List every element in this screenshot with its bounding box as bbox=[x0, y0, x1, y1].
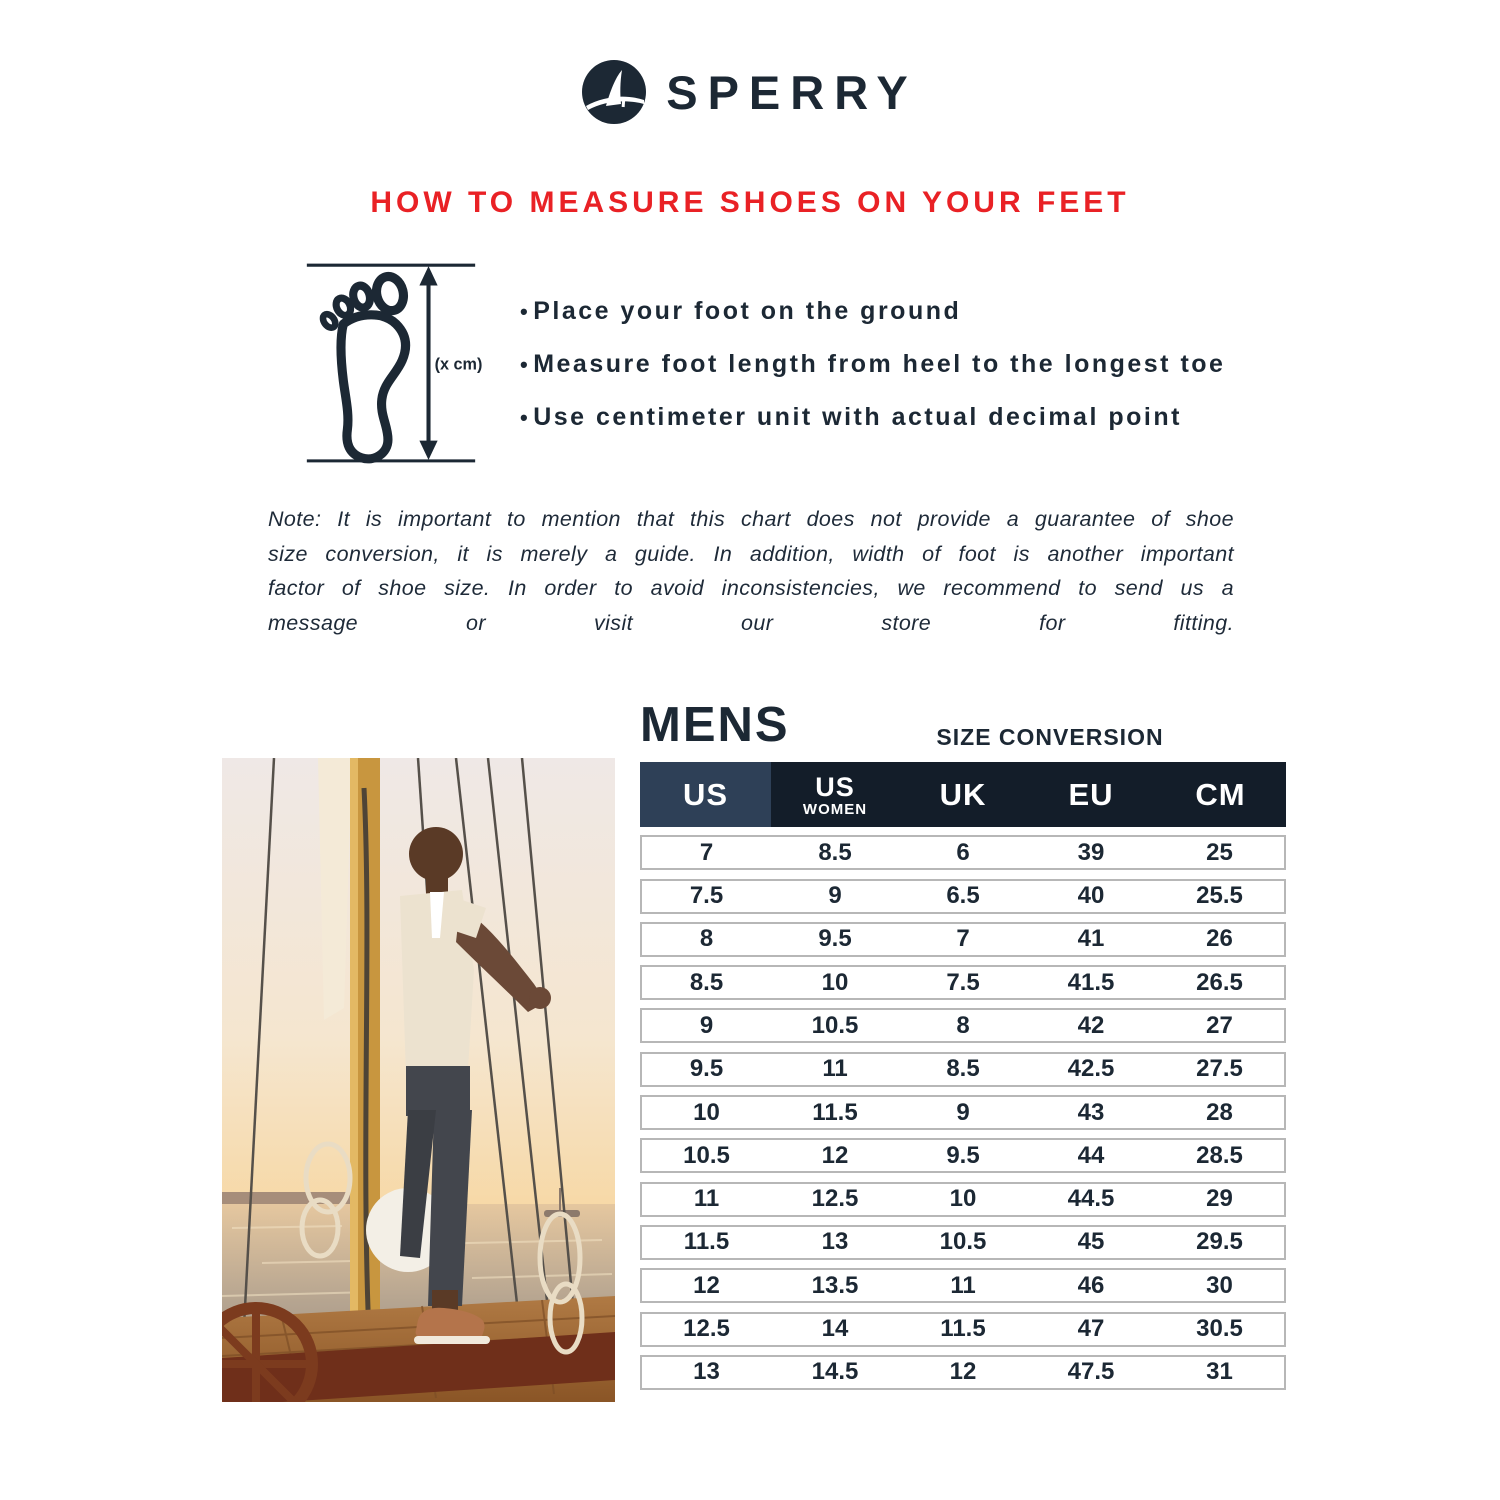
cell-us: 7 bbox=[699, 838, 714, 866]
chart-head bbox=[640, 697, 1285, 761]
section-title-mens: MENS bbox=[640, 698, 790, 752]
cell-cm: 29.5 bbox=[1196, 1228, 1243, 1256]
cell-us-women: 13.5 bbox=[811, 1271, 859, 1299]
brand-wordmark: SPERRY bbox=[666, 65, 918, 119]
cell-us: 8.5 bbox=[689, 968, 724, 996]
cell-cm: 30.5 bbox=[1196, 1315, 1243, 1343]
cell-us-women: 12 bbox=[821, 1141, 849, 1169]
footprint-icon bbox=[320, 274, 406, 459]
cell-us: 9 bbox=[699, 1011, 714, 1039]
sailboat-photo bbox=[222, 758, 615, 1402]
cell-us-women: 10.5 bbox=[811, 1011, 859, 1039]
cell-cm: 31 bbox=[1206, 1358, 1233, 1386]
cell-us-women: 8.5 bbox=[818, 838, 852, 866]
cell-us: 12 bbox=[693, 1271, 720, 1299]
cell-uk: 8.5 bbox=[946, 1055, 980, 1083]
cell-eu: 40 bbox=[1077, 882, 1105, 910]
cell-uk: 12 bbox=[949, 1358, 977, 1386]
column-header-uk: UK bbox=[939, 776, 987, 812]
cell-cm: 30 bbox=[1206, 1271, 1233, 1299]
table-row bbox=[640, 922, 1286, 957]
cell-uk: 10 bbox=[949, 1185, 977, 1213]
table-row bbox=[640, 1095, 1286, 1130]
cell-us: 12.5 bbox=[683, 1315, 730, 1343]
cell-us: 11 bbox=[693, 1185, 720, 1213]
table-row bbox=[640, 1052, 1286, 1087]
cell-us-women: 12.5 bbox=[811, 1185, 859, 1213]
cell-eu: 41 bbox=[1077, 925, 1105, 953]
column-header-us: US bbox=[640, 762, 771, 827]
cell-eu: 46 bbox=[1077, 1271, 1105, 1299]
cell-us-women: 10 bbox=[821, 968, 849, 996]
size-conversion-table bbox=[640, 762, 1286, 1390]
table-row bbox=[640, 1138, 1286, 1173]
cell-uk: 8 bbox=[956, 1011, 970, 1039]
sperry-sailboat-logo-icon bbox=[582, 60, 646, 124]
column-header-us-women: US WOMEN bbox=[802, 771, 868, 818]
cell-us: 13 bbox=[693, 1358, 720, 1386]
cell-cm: 27.5 bbox=[1196, 1055, 1243, 1083]
cell-eu: 42 bbox=[1077, 1011, 1105, 1039]
table-body bbox=[640, 835, 1286, 1390]
size-conversion-subtitle: SIZE CONVERSION bbox=[936, 724, 1164, 750]
cell-us-women: 14.5 bbox=[811, 1358, 859, 1386]
page-title: HOW TO MEASURE SHOES ON YOUR FEET bbox=[370, 186, 1130, 219]
cell-us: 7.5 bbox=[689, 882, 724, 910]
cell-uk: 11.5 bbox=[940, 1315, 986, 1343]
cell-us: 11.5 bbox=[683, 1228, 730, 1256]
cell-us-women: 14 bbox=[821, 1315, 849, 1343]
table-row bbox=[640, 1355, 1286, 1390]
table-header-row bbox=[640, 762, 1286, 827]
cell-us-women: 9.5 bbox=[818, 925, 852, 953]
cell-eu: 44.5 bbox=[1067, 1185, 1115, 1213]
cell-cm: 28.5 bbox=[1196, 1141, 1243, 1169]
cell-us: 10 bbox=[693, 1098, 720, 1126]
column-header-eu: EU bbox=[1068, 776, 1114, 812]
cell-uk: 11 bbox=[950, 1271, 976, 1299]
cell-cm: 29 bbox=[1206, 1185, 1233, 1213]
x-cm-label: (x cm) bbox=[434, 355, 482, 374]
cell-eu: 43 bbox=[1077, 1098, 1105, 1126]
instruction-item: • Measure foot length from heel to the longest toe bbox=[520, 350, 1225, 379]
brand-header bbox=[0, 58, 1500, 126]
cell-us: 9.5 bbox=[689, 1055, 724, 1083]
instruction-item: • Place your foot on the ground bbox=[520, 297, 1225, 326]
cell-us-women: 9 bbox=[828, 882, 842, 910]
cell-us-women: 11.5 bbox=[812, 1098, 858, 1126]
cell-cm: 25.5 bbox=[1196, 882, 1243, 910]
cell-cm: 26 bbox=[1206, 925, 1233, 953]
cell-eu: 47.5 bbox=[1067, 1358, 1115, 1386]
table-row bbox=[640, 1312, 1286, 1347]
cell-uk: 7 bbox=[956, 925, 970, 953]
cell-eu: 45 bbox=[1077, 1228, 1105, 1256]
note-text: Note: It is important to mention that this chart does not provide a guarantee of shoe size conversion, it is merely a guide. In addition, width of foot is another important factor of shoe size. In order to avoid inconsistencies, we recommend to send us a message or visit our store for fitting. bbox=[268, 507, 1234, 635]
cell-uk: 9.5 bbox=[946, 1141, 980, 1169]
instruction-item: • Use centimeter unit with actual decimal point bbox=[520, 403, 1225, 432]
cell-uk: 6.5 bbox=[946, 882, 980, 910]
measure-instructions bbox=[520, 297, 1225, 456]
cell-cm: 27 bbox=[1206, 1011, 1233, 1039]
cell-cm: 28 bbox=[1206, 1098, 1233, 1126]
table-row bbox=[640, 1268, 1286, 1303]
table-row bbox=[640, 835, 1286, 870]
cell-us-women: 13 bbox=[821, 1228, 849, 1256]
cell-eu: 42.5 bbox=[1067, 1055, 1115, 1083]
cell-uk: 7.5 bbox=[946, 968, 980, 996]
cell-uk: 10.5 bbox=[939, 1228, 987, 1256]
cell-uk: 9 bbox=[956, 1098, 970, 1126]
cell-eu: 39 bbox=[1077, 838, 1105, 866]
table-row bbox=[640, 1008, 1286, 1043]
cell-uk: 6 bbox=[956, 838, 970, 866]
table-row bbox=[640, 879, 1286, 914]
foot-measure-diagram bbox=[300, 253, 482, 471]
table-row bbox=[640, 965, 1286, 1000]
cell-us: 8 bbox=[699, 925, 714, 953]
mast bbox=[350, 758, 380, 1358]
table-row bbox=[640, 1182, 1286, 1217]
cell-us: 10.5 bbox=[683, 1141, 730, 1169]
column-header-cm: CM bbox=[1195, 776, 1246, 812]
cell-us-women: 11 bbox=[822, 1055, 848, 1083]
cell-eu: 47 bbox=[1077, 1315, 1105, 1343]
cell-cm: 26.5 bbox=[1196, 968, 1243, 996]
cell-eu: 44 bbox=[1077, 1141, 1105, 1169]
table-row bbox=[640, 1225, 1286, 1260]
cell-cm: 25 bbox=[1206, 838, 1233, 866]
cell-eu: 41.5 bbox=[1067, 968, 1115, 996]
